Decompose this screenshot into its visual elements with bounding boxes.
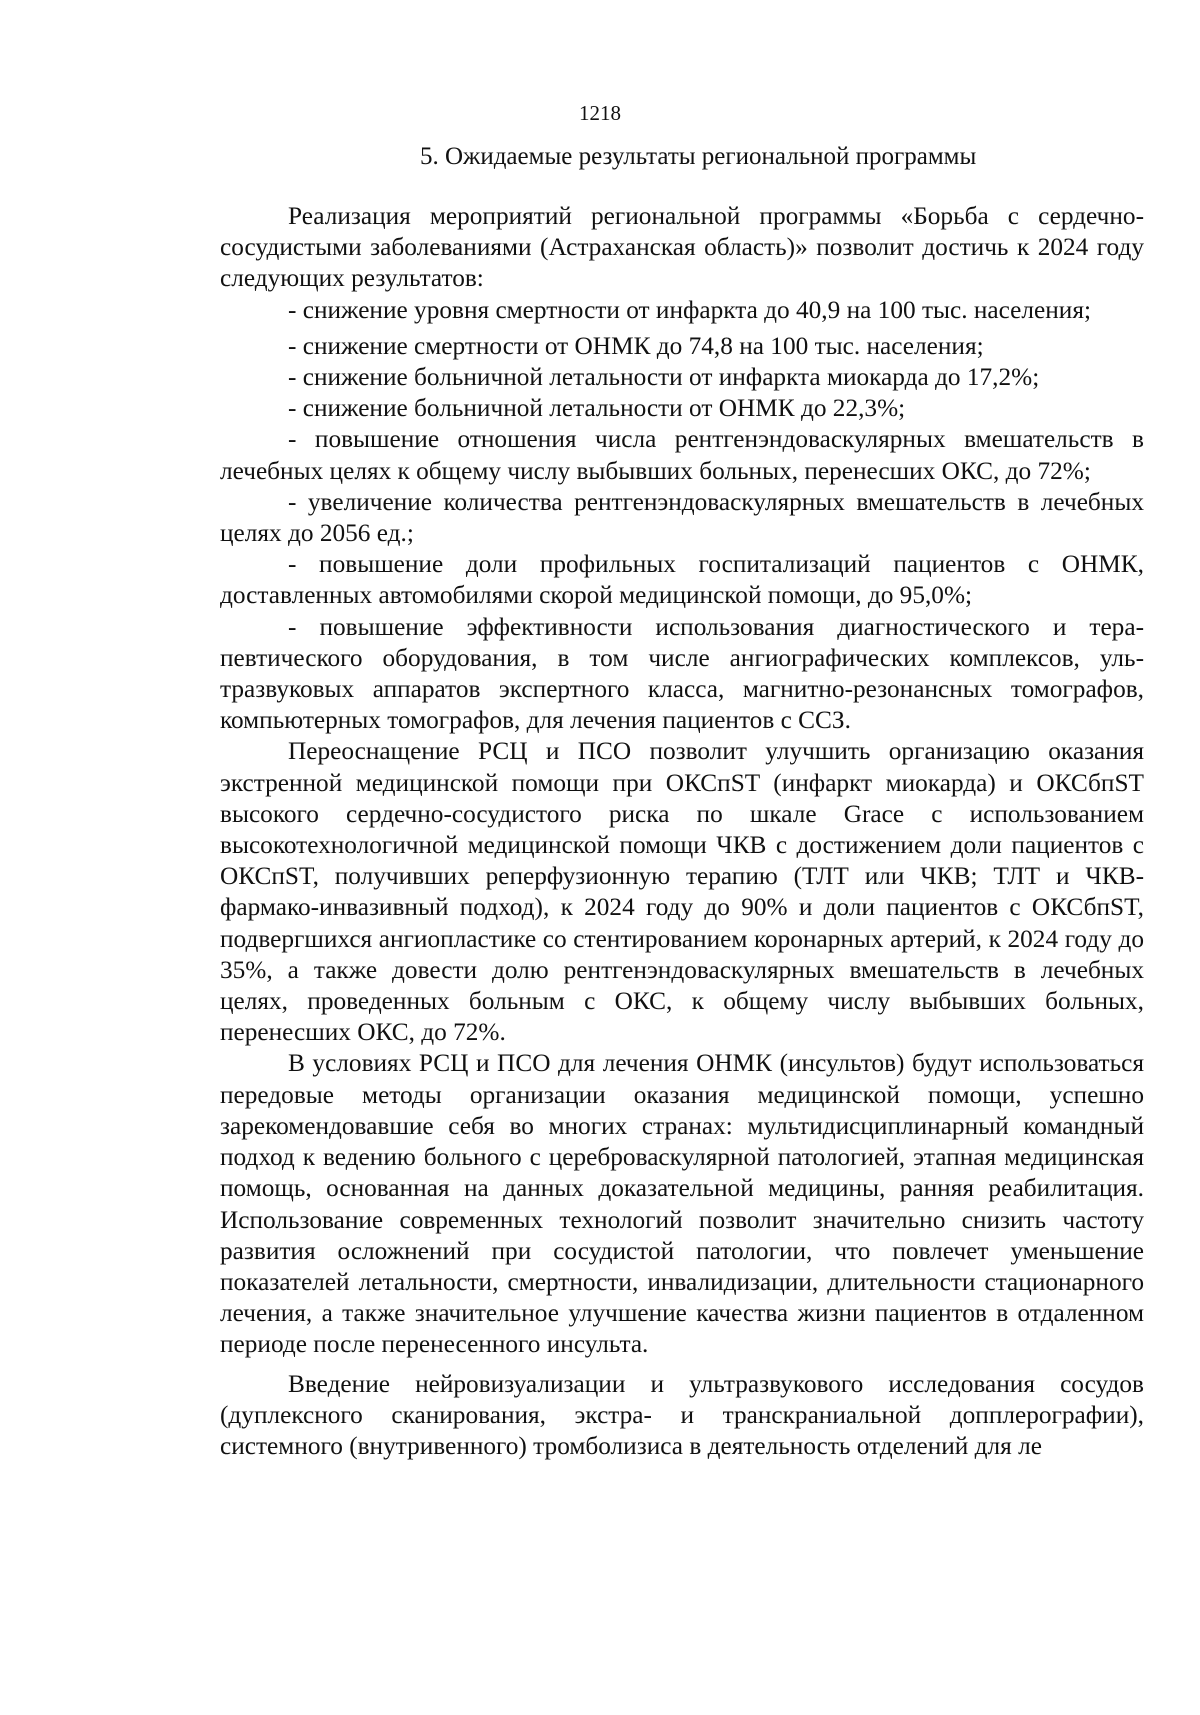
- paragraph-neuroimaging: Введение нейровизуализации и ультразвукового исследования сосудов (дуплексного сканирования, экстра- и транскраниальной допплерографии), системного (внутривенного) тромболизиса в деятельность отделений для ле: [220, 1369, 1144, 1460]
- list-item-lethality-infarction: - снижение больничной летальности от инфаркта миокарда до 17,2%;: [288, 363, 1040, 392]
- paragraph-reequipment: Переоснащение РСЦ и ПСО позволит улучшить организацию оказания экстренной медицинской помощи при ОКСпST (инфаркт миокарда) и ОКСбпST высокого сердечно-сосудистого риска по шкале Grace с использованием высокотехнологичной медицинской помощи ЧКВ с достижением доли пациентов с ОКСпST, получивших реперфузионную терапию (ТЛТ или ЧКВ; ТЛТ и ЧКВ-фармако-инвазивный подход), к 2024 году до 90% и доли пациентов с ОКСбпST, подвергшихся ангиопластике со стентированием коронарных артерий, к 2024 году до 35%, а также довести долю рентгенэндоваскулярных вмешательств в лечебных целях, проведенных больным с ОКС, к общему числу выбывших больных, перенесших ОКС, до 72%.: [220, 737, 1144, 1047]
- paragraph-intro: Реализация мероприятий региональной программы «Борьба с сердечно-сосудистыми заболеваниями (Астраханская область)» позволит достичь к 2024 году следующих результатов:: [220, 202, 1144, 293]
- document-body: [220, 201, 1144, 1462]
- list-item-endovascular-ratio: - повышение отношения числа рентгенэндоваскулярных вмешательств в лечебных целях к общему числу выбывших больных, перенесших ОКС, до 72%;: [220, 425, 1144, 485]
- section-title: 5. Ожидаемые результаты региональной программы: [420, 143, 977, 170]
- list-item-mortality-onmk: - снижение смертности от ОНМК до 74,8 на 100 тыс. населения;: [288, 331, 984, 360]
- list-item-endovascular-count: - увеличение количества рентгенэндоваскулярных вмешательств в лечебных целях до 2056 ед.;: [220, 487, 1144, 548]
- list-item-mortality-infarction: - снижение уровня смертности от инфаркта до 40,9 на 100 тыс. населения;: [288, 295, 1091, 324]
- paragraph-stroke-methods: В условиях РСЦ и ПСО для лечения ОНМК (инсультов) будут использоваться передовые методы организации оказания медицинской помощи, успешно зарекомендовавшие себя во многих странах: мультидисциплинарный командный подход к ведению больного с цереброваскулярной патологией, этапная медицинская помощь, основанная на данных доказательной медицины, ранняя реабилитация. Использование современных технологий позволит значительно снизить частоту развития осложнений при сосудистой патологии, что повлечет уменьшение показателей летальности, смертности, инвалидизации, длительности стационарного лечения, а также значительное улучшение качества жизни пациентов в отдаленном периоде после перенесенного инсульта.: [220, 1049, 1144, 1359]
- page-number: 1218: [579, 101, 621, 125]
- list-item-equipment-efficiency: - повышение эффективности использования диагностического и терапевтического оборудования, в том числе ангиографических комплексов, ультразвуковых аппаратов экспертного класса, магнитно-резонансных томографов, компьютерных томографов, для лечения пациентов с ССЗ.: [220, 612, 1144, 735]
- list-item-lethality-onmk: - снижение больничной летальности от ОНМК до 22,3%;: [288, 394, 906, 423]
- list-item-hospitalization-share: - повышение доли профильных госпитализаций пациентов с ОНМК, доставленных автомобилями скорой медицинской помощи, до 95,0%;: [220, 550, 1144, 610]
